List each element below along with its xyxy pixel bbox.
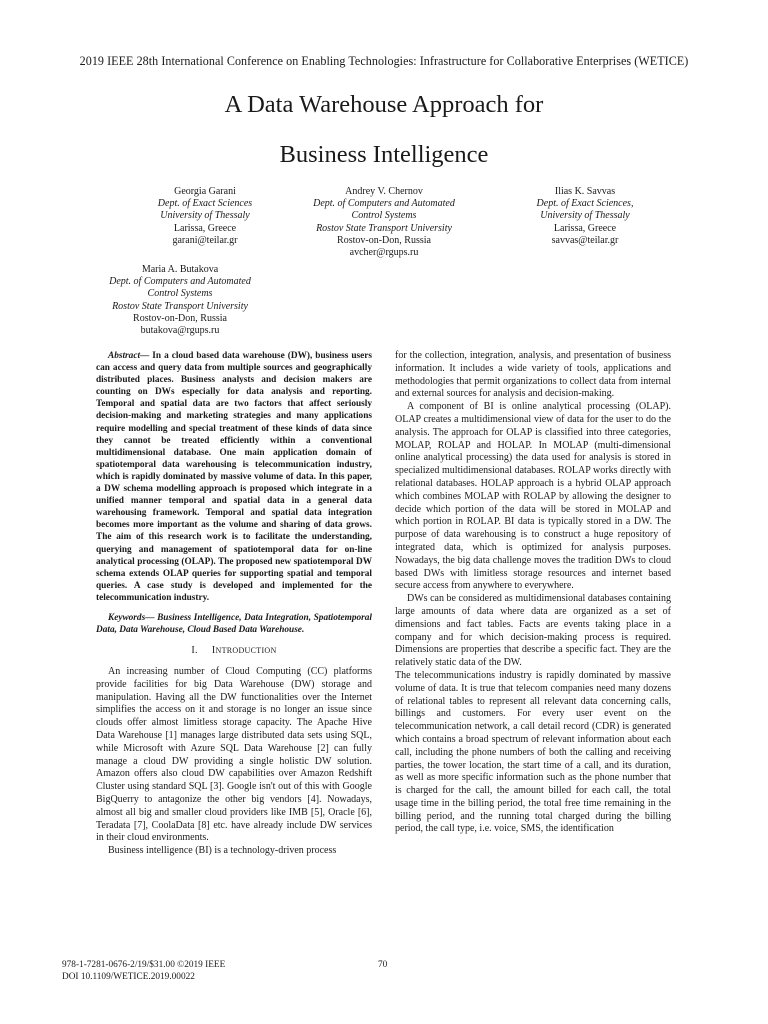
author-org: University of Thessaly <box>160 210 250 222</box>
author-location: Larissa, Greece <box>553 222 617 234</box>
keywords: Keywords— Business Intelligence, Data Integration, Spatiotemporal Data, Data Warehouse, Cloud Based Data Warehouse. <box>96 612 372 636</box>
abstract-text: In a cloud based data warehouse (DW), business users can access and query data from multiple sources and geographically distributed places. Business analysts and decision makers are counting on DWs especially for data analysis and reporting. Temporal and spatial data are two factors that affect seriously decision-making and marketing strategies and many applications require modelling and special treatment of these kinds of data since they cannot be treated efficiently within a conventional multidimensional database. One main application domain of spatiotemporal data warehousing is telecommunication industry, which is rapidly dominated by massive volume of data. In this paper, a DW schema modelling approach is proposed which integrate in a unified manner temporal and spatial data in a general data warehousing framework. Temporal and spatial data integration becomes more important as the volume and sharing of data grows. The aim of this research work is to facilitate the understanding, querying and management of spatiotemporal data for on-line analytical processing (OLAP). The proposed new spatiotemporal DW schema extends OLAP queries for supporting spatial and temporal queries. A case study is developed and implemented for the telecommunication industry. <box>96 351 372 603</box>
author-block-savvas <box>500 186 670 247</box>
author-dept: Dept. of Exact Sciences <box>157 198 253 210</box>
section-title-first: I <box>211 645 216 657</box>
author-email: garani@teilar.gr <box>172 234 238 246</box>
author-dept: Dept. of Computers and Automated <box>109 276 251 288</box>
section-title-rest: NTRODUCTION <box>215 646 277 656</box>
author-email: savvas@teilar.gr <box>551 234 619 246</box>
footer-doi: DOI 10.1109/WETICE.2019.00022 <box>62 971 195 982</box>
author-block-butakova <box>92 264 268 337</box>
paper-title-line2: Business Intelligence <box>279 141 489 168</box>
left-column <box>96 350 372 858</box>
footer-isbn: 978-1-7281-0676-2/19/$31.00 ©2019 IEEE <box>62 960 226 970</box>
section-number: I. <box>191 645 198 657</box>
author-dept: Dept. of Computers and Automated <box>313 198 455 210</box>
author-location: Larissa, Greece <box>173 222 237 234</box>
page-number: 70 <box>378 960 388 970</box>
author-block-garani <box>120 186 290 247</box>
author-email: butakova@rgups.ru <box>140 325 220 337</box>
author-location: Rostov-on-Don, Russia <box>133 312 227 324</box>
paper-title-line1: A Data Warehouse Approach for <box>224 91 544 118</box>
author-dept-2: Control Systems <box>147 288 213 300</box>
author-location: Rostov-on-Don, Russia <box>337 234 431 246</box>
author-org: Rostov State Transport University <box>316 222 452 234</box>
conference-header: 2019 IEEE 28th International Conference on Enabling Technologies: Infrastructure for Collaborative Enterprises (WETICE) <box>79 54 689 68</box>
author-block-chernov <box>296 186 472 259</box>
paragraph: The telecommunications industry is rapidly dominated by massive volume of data. It is true that telecom companies need many dozens of relational tables to represent all relevant data concerning calls, billings and customers. For every user event on the telecommunication network, a call detail record (CDR) is generated which contains a broad spectrum of relevant information about each call, including the phone numbers of both the calling and receiving parties, the tower location, the start time of a call, and its duration, as well as more specific information such as the phone number that is charged for the call, the amount billed for each call, the total usage time in the billing period, the total free time remaining in the billing period, and the running total charged during the billing period, the call type, i.e. voice, SMS, the identification <box>395 669 671 835</box>
abstract-lead: Abstract— <box>108 351 150 361</box>
author-name: Ilias K. Savvas <box>554 186 616 197</box>
paragraph: for the collection, integration, analysis, and presentation of business information. It includes a wide variety of tools, applications and methodologies that permit organizations to collect data from internal and external sources for analysis and decision-making. <box>395 350 671 400</box>
paragraph: DWs can be considered as multidimensional databases containing large amounts of data where data are organized as a set of dimensions and fact tables. Facts are events taking place in a company and for which decision-making process is required. Dimensions are properties that describe a specific fact. They are the relatively static data of the DW. <box>395 593 671 669</box>
author-name: Andrey V. Chernov <box>345 186 423 197</box>
author-email: avcher@rgups.ru <box>349 247 419 259</box>
section-heading-introduction <box>96 645 372 658</box>
abstract <box>96 350 372 604</box>
paragraph: A component of BI is online analytical processing (OLAP). OLAP creates a multidimensional view of data for the user to do the analysis. The approach for OLAP is classified into three categories, MOLAP, ROLAP and HOLAP. In MOLAP (multi-dimensional online analytical processing) the data used for analysis is stored in specialized multidimensional databases. ROLAP works directly with relational databases. HOLAP approach is a hybrid OLAP approach which combines MOLAP with ROLAP by allowing the designer to decide which portion of the data will be stored in MOLAP and which portion in ROLAP. BI data is typically stored in a DW. The purpose of data warehousing is to construct a huge repository of integrated data, which is optimized for analysis purposes. Nowadays, the big data challenge moves the tradition DWs to cloud based DWs with limitless storage resources and internet based secure access from anywhere to everywhere. <box>395 401 671 592</box>
author-org: Rostov State Transport University <box>112 300 248 312</box>
footer-ids <box>62 960 225 983</box>
author-dept-2: Control Systems <box>351 210 417 222</box>
author-name: Maria A. Butakova <box>141 264 219 275</box>
author-dept: Dept. of Exact Sciences, <box>536 198 634 210</box>
paragraph: An increasing number of Cloud Computing (CC) platforms provide facilities for big Data Warehouse (DW) storage and manipulation. Having all the DW functionalities over the Internet simplifies the access on it and storage is no longer an issue since clouds offer almost limitless storage capacity. The Apache Hive Data Warehouse [1] manages large distributed data sets using SQL, while Microsoft with Azure SQL Data Warehouse [2] can fully manage a cloud DW providing a single holistic DW solution. Amazon offers also cloud DW capabilities over Amazon Redshift Cluster using standard SQL [3]. Google isn't out of this with Google BigQuerry to antagonize the other big vendors [4]. Nowadays, almost all big and smaller cloud providers like IMB [5], Oracle [6], Teradata [7], CoolaData [8] etc. have already include DW services in their cloud environments. <box>96 665 372 844</box>
right-column <box>395 350 671 836</box>
author-name: Georgia Garani <box>174 186 236 197</box>
author-org: University of Thessaly <box>540 210 630 222</box>
paragraph: Business intelligence (BI) is a technology-driven process <box>108 845 337 857</box>
